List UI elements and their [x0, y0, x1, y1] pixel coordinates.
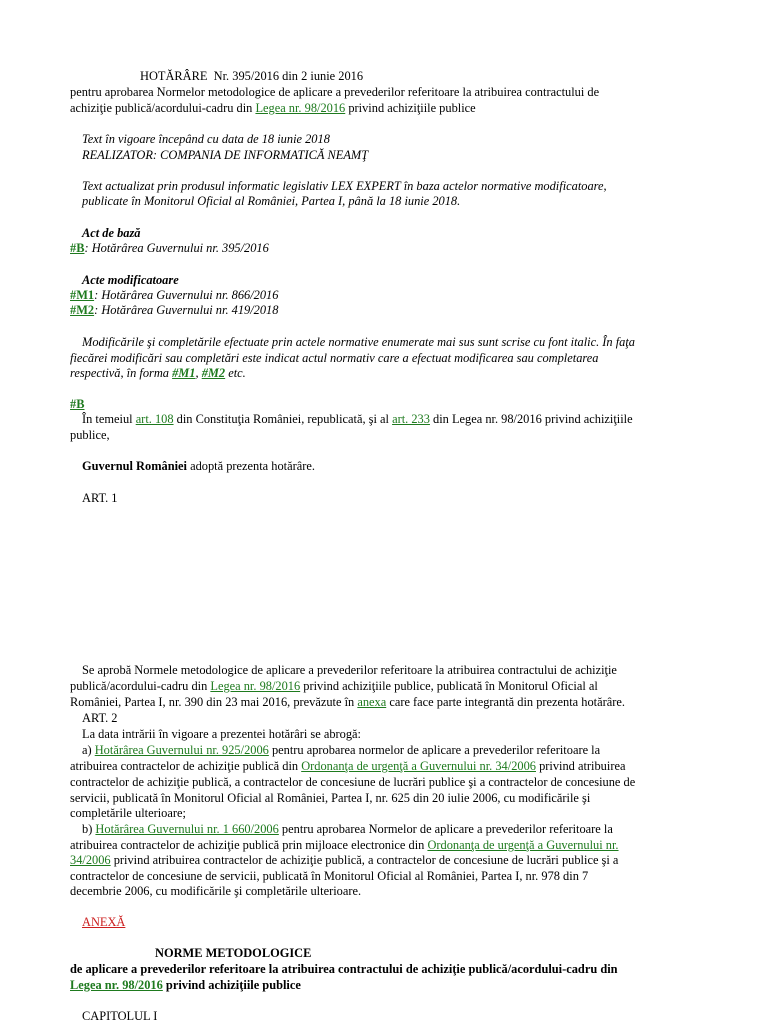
- article-2-a-line-2: atribuirea contractelor de achiziţie publică din Ordonanţa de urgenţă a Guvernului nr. 34/2006 privind atribuirea: [70, 759, 626, 773]
- link-hg-1660-2006[interactable]: Hotărârea Guvernului nr. 1 660/2006: [95, 822, 279, 836]
- article-2-a-line-5: completările ulterioare;: [70, 806, 186, 820]
- article-1-label: ART. 1: [82, 491, 118, 505]
- link-legea-98-2016-art1[interactable]: Legea nr. 98/2016: [210, 679, 301, 693]
- amending-act-m1: #M1: Hotărârea Guvernului nr. 866/2016: [70, 288, 279, 302]
- article-2-b-line-5: decembrie 2006, cu modificările şi completările ulterioare.: [70, 884, 362, 898]
- note-line-2: fiecărei modificări sau completări este indicat actul normativ care a efectuat modificarea sau completarea: [70, 351, 599, 365]
- article-2-b-line-4: contractelor de concesiune de servicii, publicată în Monitorul Oficial al României, Partea I, nr. 978 din 7: [70, 869, 589, 883]
- article-2-label: ART. 2: [82, 711, 118, 725]
- annex-heading: [82, 915, 125, 931]
- article-1-line-3: României, Partea I, nr. 390 din 23 mai 2016, prevăzute în anexa care face parte integrantă din prezenta hotărâre.: [70, 695, 625, 709]
- article-2-b-line-1: b) Hotărârea Guvernului nr. 1 660/2006 pentru aprobarea Normelor de aplicare a prevederilor referitoare la: [82, 822, 613, 836]
- note-tag-m1-link[interactable]: #M1: [172, 366, 196, 380]
- base-act-line: #B: Hotărârea Guvernului nr. 395/2016: [70, 241, 269, 255]
- link-art-233[interactable]: art. 233: [392, 412, 430, 426]
- updated-text-line-1: Text actualizat prin produsul informatic legislativ LEX EXPERT în baza actelor normative modificatoare,: [82, 179, 607, 193]
- link-legea-98-2016[interactable]: Legea nr. 98/2016: [255, 101, 346, 115]
- annex-subtitle-line-2: Legea nr. 98/2016 privind achiziţiile publice: [70, 978, 301, 992]
- chapter-1-heading: CAPITOLUL I: [82, 1009, 158, 1023]
- article-1-line-1: Se aprobă Normele metodologice de aplicare a prevederilor referitoare la atribuirea contractului de achiziţie: [82, 663, 617, 677]
- article-2-b-line-2: atribuirea contractelor de achiziţie publică prin mijloace electronice din Ordonanţa de urgenţă a Guvernului nr.: [70, 838, 619, 852]
- annex-subtitle-line-1: de aplicare a prevederilor referitoare la atribuirea contractului de achiziţie publică/acordului-cadru din: [70, 962, 618, 976]
- preamble-tag: [70, 397, 84, 413]
- title-word: HOTĂRÂRE: [140, 69, 208, 83]
- article-1-line-2: publică/acordului-cadru din Legea nr. 98/2016 privind achiziţiile publice, publicată în Monitorul Oficial al: [70, 679, 598, 693]
- tag-m2-link[interactable]: #M2: [70, 303, 95, 317]
- link-legea-98-2016-annex[interactable]: Legea nr. 98/2016: [70, 978, 163, 992]
- article-2-a-line-3: contractelor de achiziţie publică, a contractelor de concesiune de lucrări publice şi a contractelor de concesiune de: [70, 775, 636, 789]
- link-hg-925-2006[interactable]: Hotărârea Guvernului nr. 925/2006: [94, 743, 269, 757]
- document-title: [140, 69, 363, 85]
- link-anexa[interactable]: anexa: [357, 695, 387, 709]
- article-2-b-line-3: 34/2006 privind atribuirea contractelor de achiziţie publică, a contractelor de concesiune de lucrări publice şi a: [70, 853, 619, 867]
- government-name: Guvernul României: [82, 459, 187, 473]
- preamble-tag-b-link[interactable]: #B: [70, 397, 85, 411]
- article-2-a-line-4: servicii, publicată în Monitorul Oficial al României, Partea I, nr. 625 din 20 iulie 2006, cu modificările şi: [70, 791, 591, 805]
- base-act-heading: Act de bază: [82, 226, 141, 240]
- title-subject-line-2: achiziţie publică/acordului-cadru din Legea nr. 98/2016 privind achiziţiile publice: [70, 101, 476, 115]
- link-oug-34-2006-a[interactable]: Ordonanţa de urgenţă a Guvernului nr. 34/2006: [301, 759, 536, 773]
- government-adopts: Guvernul României adoptă prezenta hotărâre.: [82, 459, 315, 473]
- tag-b-link[interactable]: #B: [70, 241, 85, 255]
- amending-act-m2: #M2: Hotărârea Guvernului nr. 419/2018: [70, 303, 279, 317]
- preamble-line-1: În temeiul art. 108 din Constituţia României, republicată, şi al art. 233 din Legea nr. 98/2016 privind achiziţiile: [82, 412, 633, 426]
- article-2-intro: La data intrării în vigoare a prezentei hotărâri se abrogă:: [82, 727, 361, 741]
- in-force-text: Text în vigoare începând cu data de 18 iunie 2018: [82, 132, 330, 146]
- annex-title: NORME METODOLOGICE: [155, 946, 312, 960]
- tag-m1-link[interactable]: #M1: [70, 288, 95, 302]
- title-subject-line-1: pentru aprobarea Normelor metodologice de aplicare a prevederilor referitoare la atribuirea contractului de: [70, 85, 600, 99]
- updated-text-line-2: publicate în Monitorul Oficial al României, Partea I, până la 18 iunie 2018.: [82, 194, 461, 208]
- note-line-3: respectivă, în forma #M1, #M2 etc.: [70, 366, 246, 380]
- note-tag-m2-link[interactable]: #M2: [201, 366, 226, 380]
- link-oug-34-2006-b[interactable]: Ordonanţa de urgenţă a Guvernului nr.: [427, 838, 619, 852]
- link-anexa-heading[interactable]: ANEXĂ: [82, 915, 126, 929]
- note-line-1: Modificările şi completările efectuate prin actele normative enumerate mai sus sunt scrise cu font italic. În faţa: [82, 335, 635, 349]
- article-2-a-line-1: a) Hotărârea Guvernului nr. 925/2006 pentru aprobarea normelor de aplicare a prevederilor referitoare la: [82, 743, 601, 757]
- link-oug-34-2006-b-cont[interactable]: 34/2006: [70, 853, 111, 867]
- realizator-text: REALIZATOR: COMPANIA DE INFORMATICĂ NEAMŢ: [82, 148, 369, 162]
- title-number-date: Nr. 395/2016 din 2 iunie 2016: [207, 69, 364, 83]
- amending-acts-heading: Acte modificatoare: [82, 273, 179, 287]
- link-art-108[interactable]: art. 108: [135, 412, 174, 426]
- preamble-line-2: publice,: [70, 428, 110, 442]
